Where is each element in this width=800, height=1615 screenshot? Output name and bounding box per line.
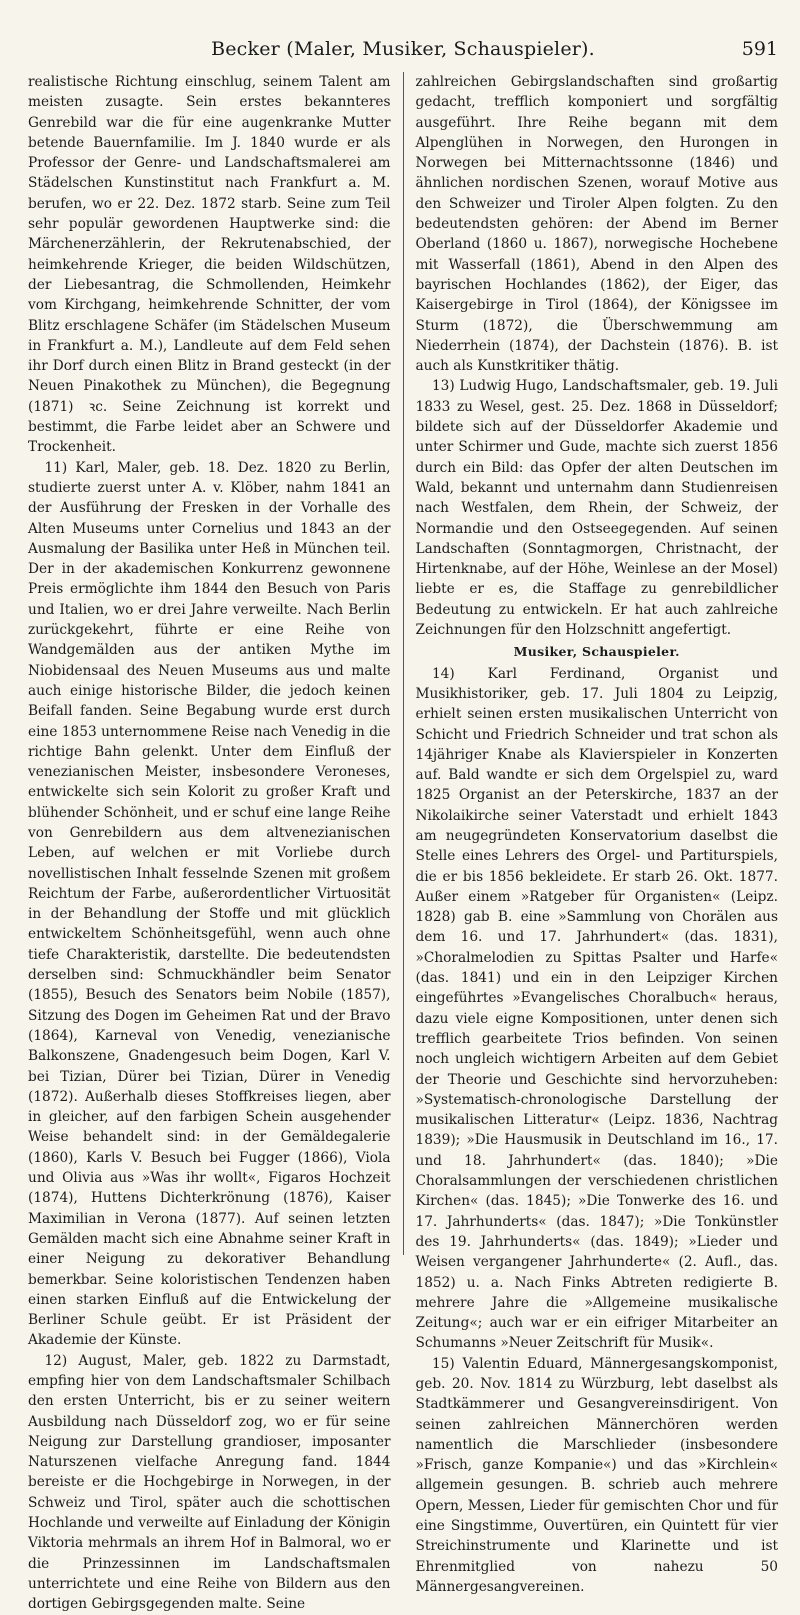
left-column bbox=[28, 72, 391, 1613]
page-number: 591 bbox=[741, 38, 778, 60]
text-columns bbox=[28, 72, 778, 1613]
paragraph: 11) Karl, Maler, geb. 18. Dez. 1820 zu Berlin, studierte zuerst unter A. v. Klöber, nahm 1841 an der Ausführung der Fresken in der Vorhalle des Alten Museums unter Cornelius und 1843 an der Ausmalung der Basilika unter Heß in München teil. Der in der akademischen Konkurrenz gewonnene Preis ermöglichte ihm 1844 den Besuch von Paris und Italien, wo er drei Jahre verweilte. Nach Berlin zurückgekehrt, führte er eine Reihe von Wandgemälden aus der antiken Mythe im Niobidensaal des Neuen Museums aus und malte auch einige historische Bilder, die jedoch keinen Beifall fanden. Seine Begabung wurde erst durch eine 1853 unternommene Reise nach Venedig in die richtige Bahn gelenkt. Unter dem Einfluß der venezianischen Meister, insbesondere Veroneses, entwickelte sich sein Kolorit zu großer Kraft und blühender Schönheit, und er schuf eine lange Reihe von Genrebildern aus dem altvenezianischen Leben, auf welchen er mit Vorliebe durch novellistischen Inhalt fesselnde Szenen mit großem Reichtum der Farbe, außerordentlicher Virtuosität in der Behandlung der Stoffe und mit glücklich entwickeltem Schönheitsgefühl, wenn auch ohne tiefe Charakteristik, darstellte. Die bedeutendsten derselben sind: Schmuckhändler beim Senator (1855), Besuch des Senators beim Nobile (1857), Sitzung des Dogen im Geheimen Rat und der Bravo (1864), Karneval von Venedig, venezianische Balkonszene, Gnadengesuch beim Dogen, Karl V. bei Tizian, Dürer bei Tizian, Dürer in Venedig (1872). Außerhalb dieses Stoffkreises liegen, aber in gleicher, auf den farbigen Schein ausgehender Weise behandelt sind: in der Gemäldegalerie (1860), Karls V. Besuch bei Fugger (1866), Viola und Olivia aus »Was ihr wollt«, Figaros Hochzeit (1874), Huttens Dichterkrönung (1876), Kaiser Maximilian in Verona (1877). Auf seinen letzten Gemälden macht sich eine Abnahme seiner Kraft in einer Neigung zu dekorativer Behandlung bemerkbar. Seine koloristischen Tendenzen haben einen starken Einfluß auf die Entwickelung der Berliner Schule geübt. Er ist Präsident der Akademie der Künste. bbox=[28, 459, 391, 1349]
column-divider bbox=[403, 72, 404, 1255]
paragraph: realistische Richtung einschlug, seinem Talent am meisten zusagte. Sein erstes bekannteres Genrebild war die für eine augenkranke Mutter betende Bauernfamilie. Im J. 1840 wurde er als Professor der Genre- und Landschaftsmalerei am Städelschen Kunstinstitut nach Frankfurt a. M. berufen, wo er 22. Dez. 1872 starb. Seine zum Teil sehr populär gewordenen Hauptwerke sind: die Märchenerzählerin, der Rekrutenabschied, der heimkehrende Krieger, die beiden Wildschützen, der Liebesantrag, die Schmollenden, Heimkehr vom Kirchgang, heimkehrende Schnitter, der vom Blitz erschlagene Schäfer (im Städelschen Museum in Frankfurt a. M.), Landleute auf dem Feld sehen ihr Dorf durch einen Blitz in Brand gesteckt (in der Neuen Pinakothek zu München), die Begegnung (1871) ꝛc. Seine Zeichnung ist korrekt und bestimmt, die Farbe leidet aber an Schwere und Trockenheit. bbox=[28, 74, 391, 456]
paragraph: zahlreichen Gebirgslandschaften sind großartig gedacht, trefflich komponiert und sorgfältig ausgeführt. Ihre Reihe begann mit dem Alpenglühen in Norwegen, den Hurongen in Norwegen bei Mitternachtssonne (1846) und ähnlichen nordischen Szenen, worauf Motive aus den Schweizer und Tiroler Alpen folgten. Zu den bedeutendsten gehören: der Abend im Berner Oberland (1860 u. 1867), norwegische Hochebene mit Wasserfall (1861), Abend in den Alpen des bayrischen Hochlandes (1862), der Eiger, das Kaisergebirge in Tirol (1864), der Königssee im Sturm (1872), die Überschwemmung am Niederrhein (1874), der Dachstein (1876). B. ist auch als Kunstkritiker thätig. bbox=[415, 74, 778, 375]
paragraph: 15) Valentin Eduard, Männergesangskomponist, geb. 20. Nov. 1814 zu Würzburg, lebt daselbst als Stadtkämmerer und Gesangvereinsdirigent. Von seinen zahlreichen Männerchören werden namentlich die Marschlieder (insbesondere »Frisch, ganze Kompanie«) und das »Kirchlein« allgemein gesungen. B. schrieb auch mehrere Opern, Messen, Lieder für gemischten Chor und für eine Singstimme, Ouvertüren, ein Quintett für vier Streichinstrumente und Klarinette und ist Ehrenmitglied von nahezu 50 Männergesangvereinen. bbox=[415, 1355, 778, 1595]
section-subheading: Musiker, Schauspieler. bbox=[513, 644, 680, 660]
paragraph: 14) Karl Ferdinand, Organist und Musikhistoriker, geb. 17. Juli 1804 zu Leipzig, erhielt seinen ersten musikalischen Unterricht von Schicht und Friedrich Schneider und trat schon als 14jähriger Knabe als Klavierspieler in Konzerten auf. Bald wandte er sich dem Orgelspiel zu, ward 1825 Organist an der Peterskirche, 1837 an der Nikolaikirche seiner Vaterstadt und erhielt 1843 am neugegründeten Konservatorium daselbst die Stelle eines Lehrers des Orgel- und Partiturspiels, die er bis 1856 bekleidete. Er starb 26. Okt. 1877. Außer einem »Ratgeber für Organisten« (Leipz. 1828) gab B. eine »Sammlung von Chorälen aus dem 16. und 17. Jahrhundert« (das. 1831), »Choralmelodien zu Spittas Psalter und Harfe« (das. 1841) und ein in den Leipziger Kirchen eingeführtes »Evangelisches Choralbuch« heraus, dazu viele eigne Kompositionen, unter denen sich trefflich gearbeitete Trios befinden. Von seinen noch ungleich wichtigern Arbeiten auf dem Gebiet der Theorie und Geschichte sind hervorzuheben: »Systematisch-chronologische Darstellung der musikalischen Litteratur« (Leipz. 1836, Nachtrag 1839); »Die Hausmusik in Deutschland im 16., 17. und 18. Jahrhundert« (das. 1840); »Die Choralsammlungen der verschiedenen christlichen Kirchen« (das. 1845); »Die Tonwerke des 16. und 17. Jahrhunderts« (das. 1847); »Die Tonkünstler des 19. Jahrhunderts« (das. 1849); »Lieder und Weisen vergangener Jahrhunderte« (2. Aufl., das. 1852) u. a. Nach Finks Abtreten redigierte B. mehrere Jahre die »Allgemeine musikalische Zeitung«; auch war er ein eifriger Mitarbeiter an Schumanns »Neuer Zeitschrift für Musik«. bbox=[415, 665, 778, 1352]
page-header bbox=[28, 38, 778, 68]
paragraph: 12) August, Maler, geb. 1822 zu Darmstadt, empfing hier von dem Landschaftsmaler Schilbach den ersten Unterricht, bis er zu seiner weitern Ausbildung nach Düsseldorf zog, wo er für seine Neigung zur Darstellung grandioser, imposanter Naturszenen vielfache Anregung fand. 1844 bereiste er die Hochgebirge in Norwegen, in der Schweiz und Tirol, später auch die schottischen Hochlande und verweilte auf Einladung der Königin Viktoria mehrmals an ihrem Hof in Balmoral, wo er die Prinzessinnen im Landschaftsmalen unterrichtete und eine Reihe von Bildern aus den dortigen Gebirgsgegenden malte. Seine bbox=[28, 1352, 391, 1613]
right-column bbox=[415, 72, 779, 1595]
running-head: Becker (Maler, Musiker, Schauspieler). bbox=[211, 38, 595, 60]
paragraph: 13) Ludwig Hugo, Landschaftsmaler, geb. 19. Juli 1833 zu Wesel, gest. 25. Dez. 1868 in Düsseldorf; bildete sich auf der Düsseldorfer Akademie und unter Schirmer und Gude, machte sich zuerst 1856 durch ein Bild: das Opfer der alten Deutschen im Wald, bekannt und unternahm dann Studienreisen nach Westfalen, dem Rhein, der Schweiz, der Normandie und den Ostseegegenden. Auf seinen Landschaften (Sonntagmorgen, Christnacht, der Hirtenknabe, auf der Höhe, Weinlese an der Mosel) liebte er es, die Staffage zu genrebildlicher Bedeutung zu entwickeln. Er hat auch zahlreiche Zeichnungen für den Holzschnitt angefertigt. bbox=[415, 378, 778, 639]
